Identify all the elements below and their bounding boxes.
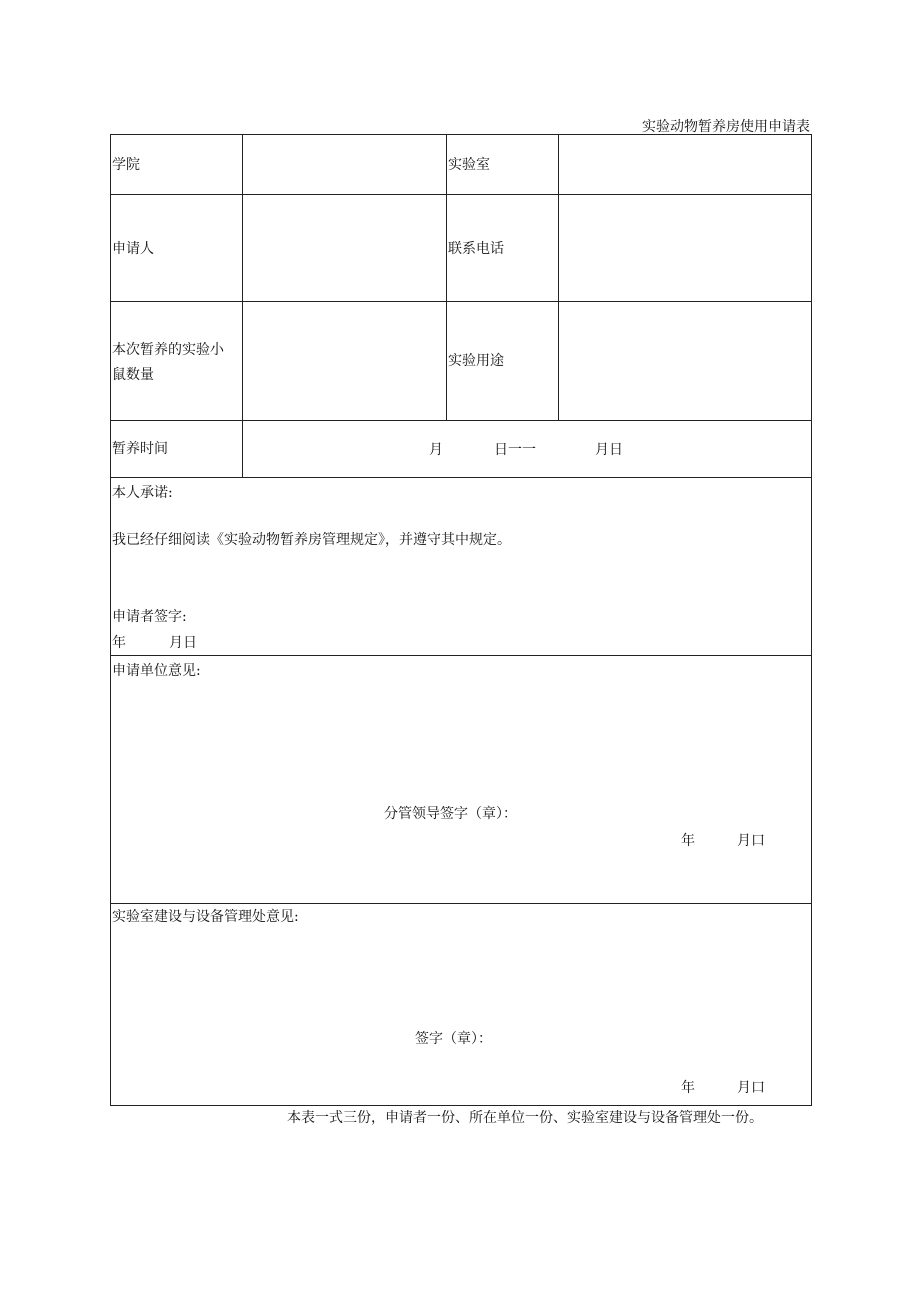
period-month-1: 月 — [429, 442, 443, 458]
phone-input-cell[interactable] — [558, 194, 811, 301]
office-date-monthday: 月口 — [737, 1080, 765, 1096]
applicant-date-monthday: 月日 — [169, 635, 197, 651]
unit-leader-signature-label[interactable]: 分管领导签字（章）： — [384, 806, 517, 822]
phone-label-cell — [446, 194, 558, 301]
purpose-label: 实验用途 — [448, 353, 504, 369]
commitment-heading: 本人承诺: — [112, 485, 173, 501]
application-form — [110, 134, 812, 1106]
unit-opinion-heading: 申请单位意见: — [112, 663, 201, 679]
unit-date-year: 年 — [681, 833, 695, 849]
office-opinion-section — [110, 903, 811, 1105]
mice-count-label-line1: 本次暂养的实验小 — [112, 342, 224, 358]
commitment-section — [110, 477, 811, 655]
office-date-year: 年 — [681, 1080, 695, 1096]
mice-count-input-cell[interactable] — [242, 301, 446, 420]
period-day-dash: 日一一 — [494, 442, 536, 458]
period-label-cell — [110, 420, 242, 477]
commitment-statement: 我已经仔细阅读《实验动物暂养房管理规定》，并遵守其中规定。 — [112, 532, 511, 548]
office-opinion-heading: 实验室建设与设备管理处意见: — [112, 909, 299, 925]
applicant-label: 申请人 — [112, 241, 154, 257]
college-input-cell[interactable] — [242, 134, 446, 194]
unit-date-monthday: 月口 — [737, 833, 765, 849]
unit-opinion-section — [110, 655, 811, 903]
office-signature-label[interactable]: 签字（章）： — [415, 1031, 492, 1047]
college-label-cell — [110, 134, 242, 194]
form-title: 实验动物暂养房使用申请表 — [642, 119, 810, 135]
phone-label: 联系电话 — [448, 241, 504, 257]
applicant-signature-label[interactable]: 申请者签字: — [112, 609, 187, 625]
period-input-cell[interactable] — [242, 420, 811, 477]
lab-label-cell — [446, 134, 558, 194]
college-label: 学院 — [112, 157, 140, 173]
purpose-label-cell — [446, 301, 558, 420]
lab-input-cell[interactable] — [558, 134, 811, 194]
applicant-input-cell[interactable] — [242, 194, 446, 301]
applicant-label-cell — [110, 194, 242, 301]
period-label: 暂养时间 — [112, 441, 168, 457]
lab-label: 实验室 — [448, 157, 490, 173]
applicant-date-year: 年 — [112, 635, 126, 651]
mice-count-label-line2: 鼠数量 — [112, 367, 154, 383]
period-month-day-2: 月日 — [595, 442, 623, 458]
footer-note: 本表一式三份，申请者一份、所在单位一份、实验室建设与设备管理处一份。 — [287, 1110, 763, 1126]
purpose-input-cell[interactable] — [558, 301, 811, 420]
mice-count-label-cell — [110, 301, 242, 420]
